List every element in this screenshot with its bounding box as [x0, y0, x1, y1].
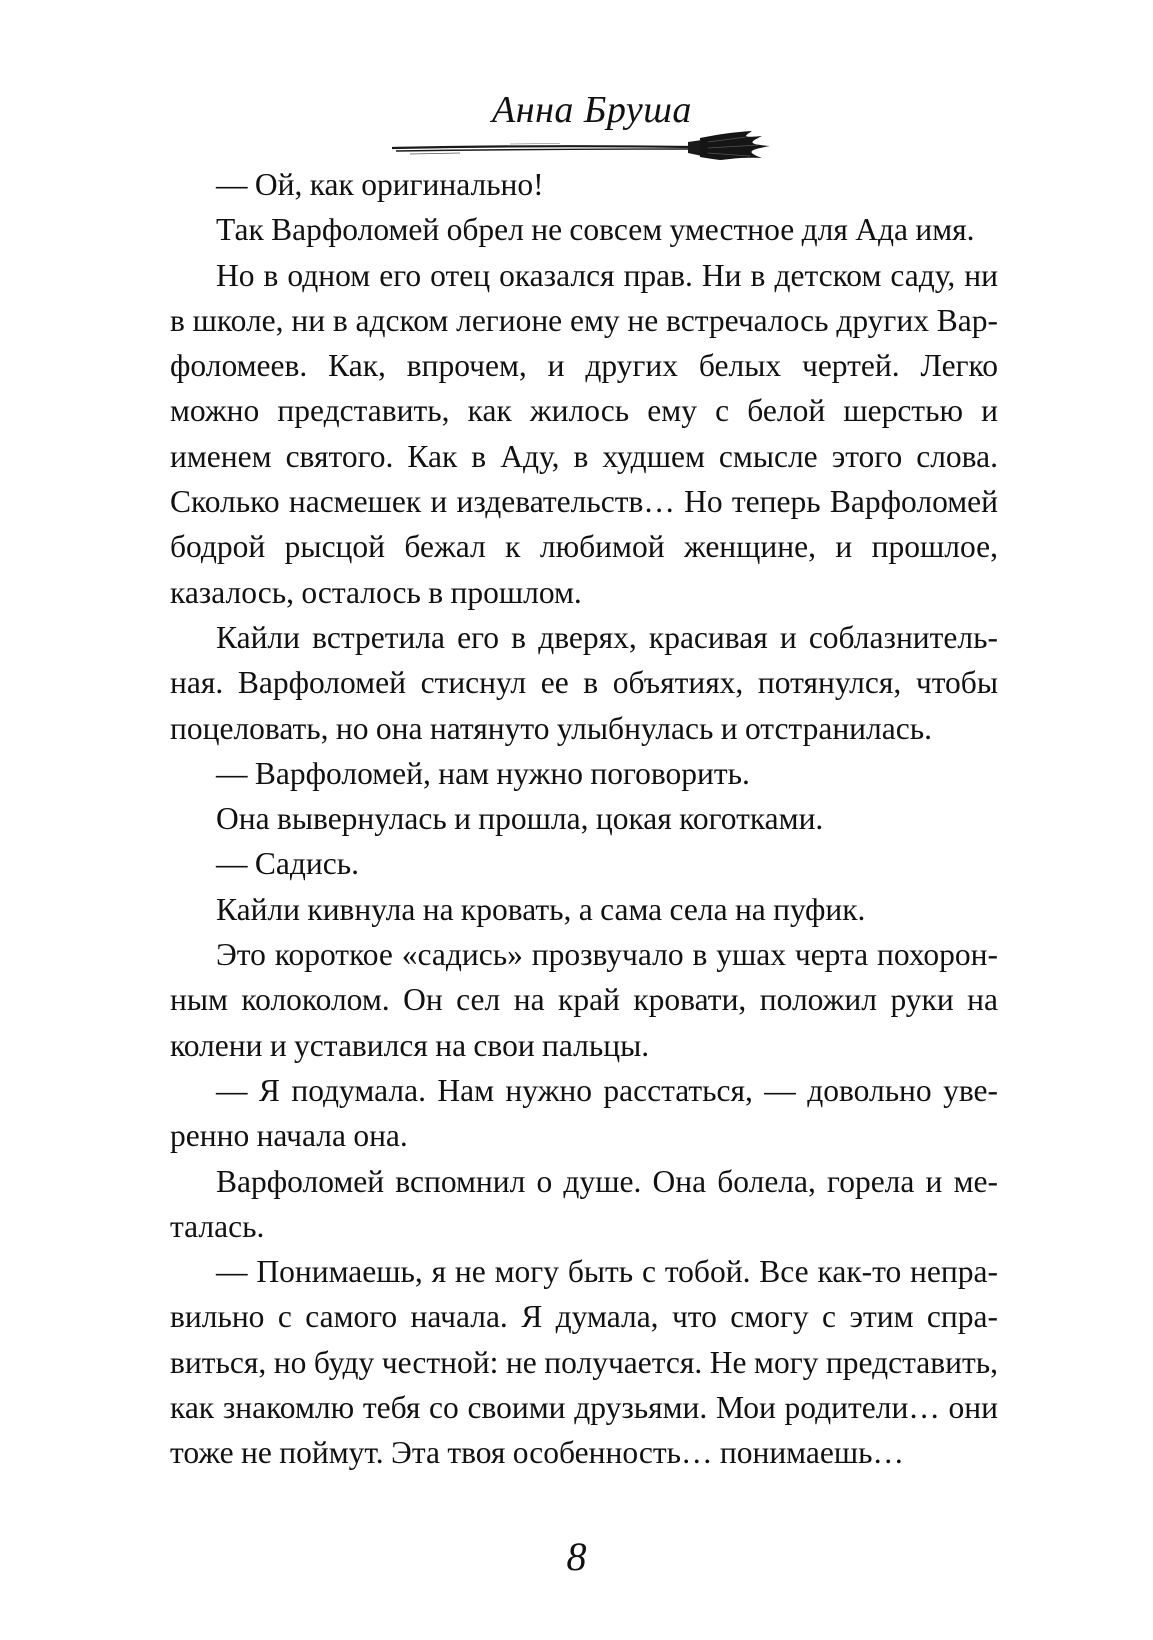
paragraph: Кайли встретила его в дверях, красивая и соблазнительная. Варфоломей стиснул ее в объятиях, потянулся, чтобы поцеловать, но она натянуто улыбнулась и отстранилась. [170, 619, 998, 746]
paragraph: — Я подумала. Нам нужно расстаться, — довольно уверенно начала она. [170, 1072, 998, 1154]
paragraph: — Варфоломей, нам нужно поговорить. [216, 755, 750, 791]
paragraph: — Ой, как оригинально! [216, 167, 544, 202]
page-number: 8 [566, 1534, 587, 1579]
running-header [390, 78, 790, 168]
paragraph: Варфоломей вспомнил о душе. Она болела, горела и металась. [170, 1163, 998, 1244]
paragraph: Так Варфоломей обрел не совсем уместное для Ада имя. [216, 212, 975, 248]
paragraph: Это короткое «садись» прозвучало в ушах черта похоронным колоколом. Он сел на край кровати, положил руки на колени и уставился на свои пальцы. [170, 937, 998, 1063]
paragraph: Но в одном его отец оказался прав. Ни в детском саду, ни в школе, ни в адском легионе ему не встречалось других Варфоломеев. Как, впрочем, и других белых чертей. Легко можно представить, как жилось ему с белой шерстью и именем святого. Как в Аду, в худшем смысле этого слова. Сколько насмешек и издевательств… Но теперь Варфоломей бодрой рысцой бежал к любимой женщине, и прошлое, казалось, осталось в прошлом. [170, 257, 998, 610]
author-name: Анна Бруша [492, 89, 692, 131]
paragraph: Кайли кивнула на кровать, а сама села на пуфик. [216, 891, 866, 927]
body-text [170, 162, 998, 1476]
paragraph: — Понимаешь, я не могу быть с тобой. Все как-то неправильно с самого начала. Я думала, что смогу с этим справиться, но буду честной: не получается. Не могу представить, как знакомлю тебя со своими друзьями. Мои родители… они тоже не поймут. Эта твоя особенность… понимаешь… [170, 1254, 998, 1471]
paragraph: — Садись. [216, 846, 359, 882]
broom-icon [390, 126, 790, 166]
paragraph: Она вывернулась и прошла, цокая коготками. [216, 801, 824, 837]
